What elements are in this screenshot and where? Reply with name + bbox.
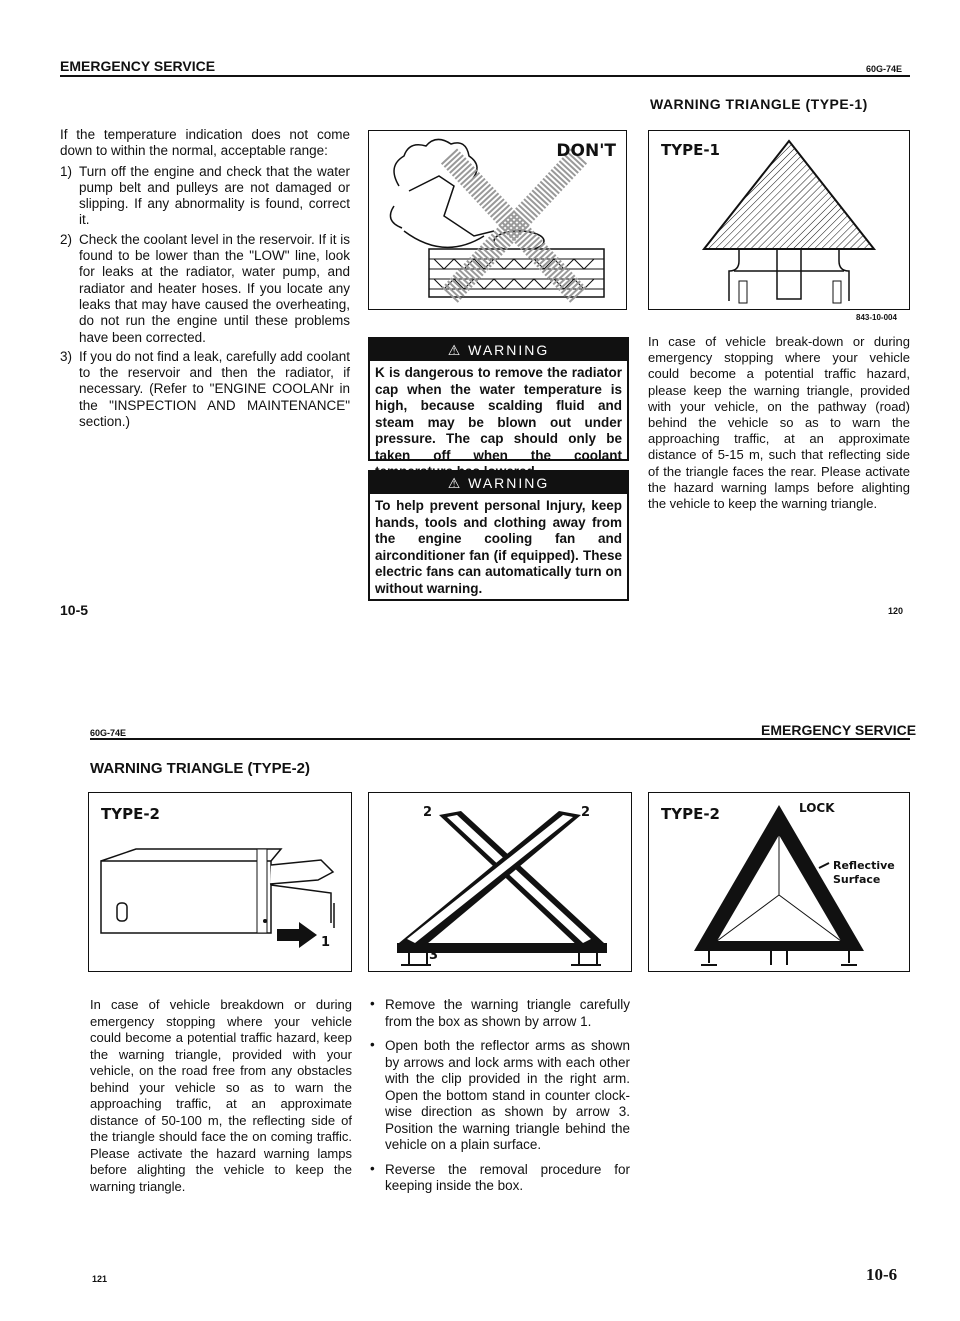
arrow-3-label: 3 <box>429 948 439 963</box>
lock-label: LOCK <box>799 801 835 815</box>
step-item: 3) If you do not find a leak, carefully add coolant to the reservoir and then the radiator, if necessary. (Refer to "ENGINE COOLANr in the "INSPECTION AND MAINTENANCE" section.) <box>60 348 350 430</box>
warning-triangle-icon: ⚠ <box>447 475 463 491</box>
bottom-header-rule <box>90 738 910 740</box>
warning-triangle-icon: ⚠ <box>447 342 463 358</box>
type2-left-text: In case of vehicle breakdown or during emergency stopping where your vehicle could become a potential traffic hazard, keep the warning triangle, provided with your vehicle, on the road free from any obstacles behind your vehicle so as to warn the approaching traffic, at an approximate distance of 50-100 m, the reflecting side of the triangle should face the on coming traffic. Please activate the hazard warning lamps before alighting the vehicle to keep the warning triangle. <box>90 997 352 1194</box>
dont-label: DON'T <box>556 141 616 161</box>
surface-label: Surface <box>833 873 881 886</box>
warning-text: K is dangerous to remove the radiator cap when the water temperature is high, because scalding fluid and steam may be blown out under pressure. The cap should only be taken off when the coolant <box>375 365 622 463</box>
warning-header: ⚠ WARNING <box>370 339 627 361</box>
intro-text: If the temperature indication does not come down to within the normal, acceptable range: <box>60 127 350 159</box>
step-item: 1) Turn off the engine and check that the water pump belt and pulleys are not damaged or slipping. If any abnormality is found, correct it. <box>60 163 350 228</box>
instruction-item: • Reverse the removal procedure for keeping inside the box. <box>368 1162 630 1195</box>
warning-text: To help prevent personal Injury, keep hands, tools and clothing away from the engine cooling fan and airconditioner fan (if equipped). These electric fans can automatically turn on without warning. <box>375 498 622 596</box>
page-number-right: 10-6 <box>866 1265 898 1284</box>
arrow-2-left-label: 2 <box>423 805 433 820</box>
page-number-right: 120 <box>888 606 904 616</box>
type2-lock-figure <box>648 792 910 972</box>
steps-list <box>60 164 350 431</box>
instruction-item: • Remove the warning triangle carefully from the box as shown by arrow 1. <box>368 997 630 1030</box>
figure-code: 843-10-004 <box>856 313 897 322</box>
overheat-instructions <box>60 127 350 433</box>
type2-instructions <box>368 997 630 1203</box>
warning-box-fan <box>368 470 629 601</box>
type2-title: WARNING TRIANGLE (TYPE-2) <box>90 760 310 777</box>
type1-title: WARNING TRIANGLE (TYPE-1) <box>650 96 868 112</box>
type2-box-figure <box>88 792 352 972</box>
type1-text: In case of vehicle break-down or during emergency stopping where your vehicle could become a potential traffic hazard, please keep the warning triangle, provided with your vehicle, on the pathway (road) behind the vehicle so as to warn the approaching traffic, at an approximate distance of 5-15 m, such that reflecting side of the triangle faces the rear. Please activate the hazard warning lamps before alighting the vehicle to keep the warning triangle. <box>648 334 910 512</box>
type2-box-label: TYPE-2 <box>101 805 160 823</box>
page-number-left: 121 <box>92 1274 108 1284</box>
top-header-right: 60G-74E <box>866 64 903 74</box>
bottom-header-left: 60G-74E <box>90 728 127 738</box>
warning-header: ⚠ WARNING <box>370 472 627 494</box>
arrow-2-right-label: 2 <box>581 805 591 820</box>
dont-figure <box>368 130 627 310</box>
step-item: 2) Check the coolant level in the reservoir. If it is found to be lower than the "LOW" line, look for leaks at the radiator, water pump, and radiator and heater hoses. If you locate any leaks that may have caused the overheating, do not run the engine until these problems have been corrected. <box>60 231 350 345</box>
reflective-label: Reflective <box>833 859 895 872</box>
type1-figure <box>648 130 910 310</box>
instruction-item: • Open both the reflector arms as shown by arrows and lock arms with each other with the clip provided in the right arm. Open the bottom stand in counter clock-wise direction as shown by arrow 3. Position the warning triangle behind the vehicle on a plain surface. <box>368 1038 630 1154</box>
type1-label: TYPE-1 <box>661 141 720 159</box>
arrow-1-label: 1 <box>321 935 331 950</box>
type2-open-figure <box>368 792 632 972</box>
bottom-header-right: EMERGENCY SERVICE <box>761 722 917 738</box>
warning-box-radiator <box>368 337 629 461</box>
top-header-left: EMERGENCY SERVICE <box>60 58 216 74</box>
page-number-left: 10-5 <box>60 602 89 618</box>
top-header-rule <box>60 75 910 77</box>
type2-lock-label: TYPE-2 <box>661 805 720 823</box>
triangle-open-illustration <box>369 793 631 971</box>
